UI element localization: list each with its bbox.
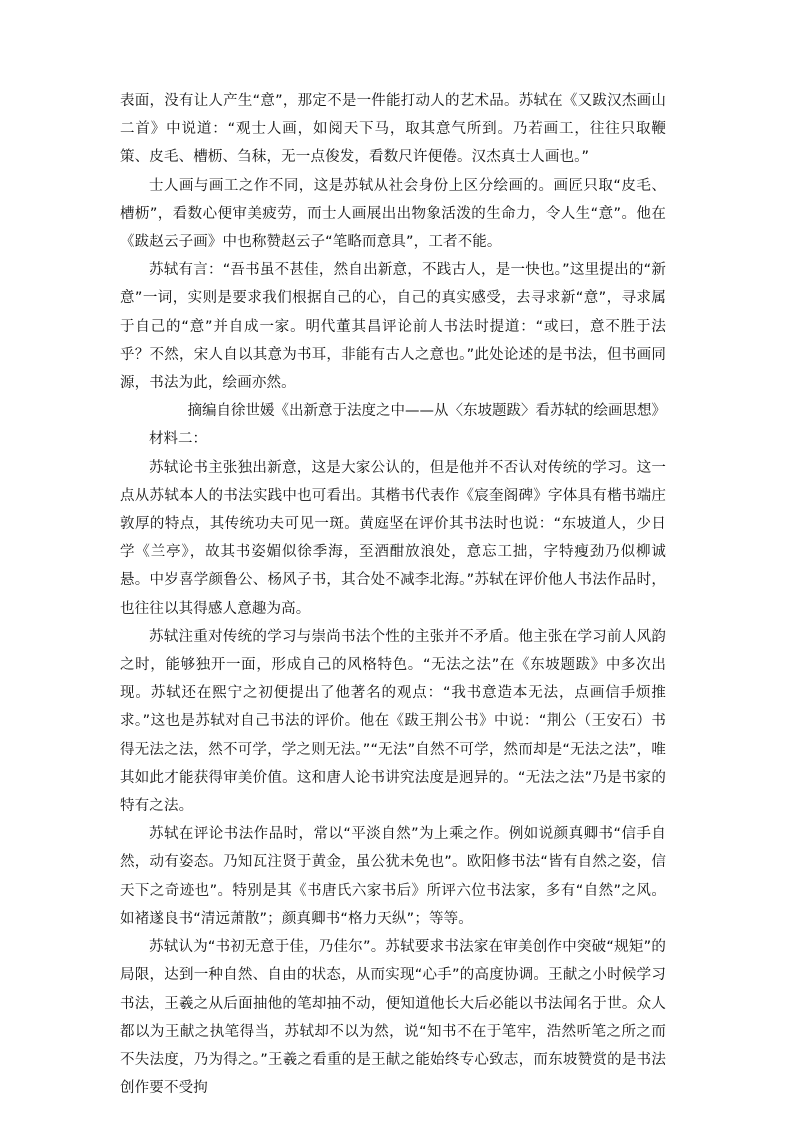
document-body bbox=[120, 87, 666, 1102]
paragraph: 苏轼论书主张独出新意，这是大家公认的，但是他并不否认对传统的学习。这一点从苏轼本人的书法实践中也可看出。其楷书代表作《宸奎阁碑》字体具有楷书端庄敦厚的特点，其传统功夫可见一斑。黄庭坚在评价其书法时也说：“东坡道人，少日学《兰亭》，故其书姿媚似徐季海，至酒酣放浪处，意忘工拙，字特瘦劲乃似柳诚悬。中岁喜学颜鲁公、杨风子书，其合处不减李北海。”苏轼在评价他人书法作品时，也往往以其得感人意趣为高。 bbox=[120, 459, 666, 617]
source-citation: 摘编自徐世媛《出新意于法度之中——从〈东坡题跋〉看苏轼的绘画思想》 bbox=[187, 403, 666, 420]
paragraph: 士人画与画工之作不同，这是苏轼从社会身份上区分绘画的。画匠只取“皮毛、槽枥”，看数心便审美疲劳，而士人画展出出物象活泼的生命力，令人生“意”。他在《跋赵云子画》中也称赞赵云子“笔略而意具”，工者不能。 bbox=[120, 177, 666, 251]
section-label: 材料二： bbox=[149, 431, 207, 448]
paragraph: 苏轼有言：“吾书虽不甚佳，然自出新意，不践古人，是一快也。”这里提出的“新意”一词，实则是要求我们根据自己的心，自己的真实感受，去寻求新“意”，寻求属于自己的“意”并自成一家。明代董其昌评论前人书法时提道：“或曰，意不胜于法乎？不然，宋人自以其意为书耳，非能有古人之意也。”此处论述的是书法，但书画同源，书法为此，绘画亦然。 bbox=[120, 262, 666, 392]
paragraph-continued: 表面，没有让人产生“意”，那定不是一件能打动人的艺术品。苏轼在《又跋汉杰画山二首》中说道：“观士人画，如阅天下马，取其意气所到。乃若画工，往往只取鞭策、皮毛、槽枥、刍秣，无一点俊发，看数尺许便倦。汉杰真士人画也。” bbox=[120, 93, 666, 166]
paragraph: 苏轼认为“书初无意于佳，乃佳尔”。苏轼要求书法家在审美创作中突破“规矩”的局限，达到一种自然、自由的状态，从而实现“心手”的高度协调。王献之小时候学习书法，王羲之从后面抽他的笔却抽不动，便知道他长大后必能以书法闻名于世。众人都以为王献之执笔得当，苏轼却不以为然，说“知书不在于笔牢，浩然听笔之所之而不失法度，乃为得之。”王羲之看重的是王献之能始终专心致志，而东坡赞赏的是书法创作要不受拘 bbox=[120, 939, 666, 1097]
paragraph: 苏轼注重对传统的学习与崇尚书法个性的主张并不矛盾。他主张在学习前人风韵之时，能够独开一面，形成自己的风格特色。“无法之法”在《东坡题跋》中多次出现。苏轼还在熙宁之初便提出了他著名的观点：“我书意造本无法，点画信手烦推求。”这也是苏轼对自己书法的评价。他在《跋王荆公书》中说：“荆公（王安石）书得无法之法，然不可学，学之则无法。”“无法”自然不可学，然而却是“无法之法”，唯其如此才能获得审美价值。这和唐人论书讲究法度是迥异的。“无法之法”乃是书家的特有之法。 bbox=[120, 628, 666, 815]
paragraph: 苏轼在评论书法作品时，常以“平淡自然”为上乘之作。例如说颜真卿书“信手自然，动有姿态。乃知瓦注贤于黄金，虽公犹未免也”。欧阳修书法“皆有自然之姿，信天下之奇迹也”。特别是其《书唐氏六家书后》所评六位书法家，多有“自然”之风。如褚遂良书“清远萧散”；颜真卿书“格力天纵”；等等。 bbox=[120, 826, 666, 927]
